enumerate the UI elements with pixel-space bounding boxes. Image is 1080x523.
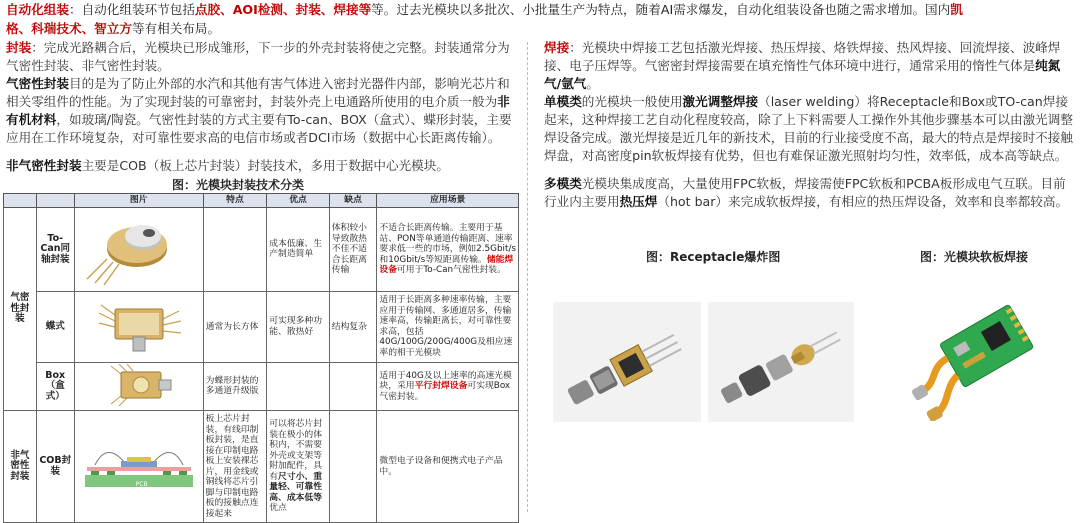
butterfly-image: [74, 292, 203, 363]
process-keywords: 点胶、AOI检测、封装、焊接等: [194, 2, 372, 17]
row-name: To-Can同轴封装: [36, 207, 74, 292]
intro-text: ：自动化组装环节包括: [68, 2, 195, 17]
packaging-label: 封装: [6, 40, 32, 55]
multi-mode-label: 多模类: [544, 176, 582, 191]
row-application: [377, 362, 519, 411]
multi-mode-text: 光模块集成度高，大量使用FPC软板，焊接需使FPC软板和PCBA板形成电气互联。目前行业内主要用: [544, 176, 1066, 209]
table-row: [4, 207, 519, 292]
intro-text: 等。过去光模块以多批次、小批量生产为特点，随着AI需求爆发，自动化组装设备也随之需求增加。国内: [371, 2, 951, 17]
non-hermetic-text: 主要是COB（板上芯片封装）封装技术，多用于数据中心光模块。: [81, 158, 449, 173]
table-figure-title: 图：光模块封装技术分类: [172, 178, 305, 192]
application-highlight: 储能焊设备: [379, 254, 514, 275]
row-pros: [267, 362, 330, 411]
application-highlight: 平行封焊设备: [414, 381, 468, 391]
row-pros: 成本低廉、生产制造简单: [267, 207, 330, 292]
application-text: 不适合长距离传输。主要用于基站、PON等单通道传输距离、速率要求低一些的市场，例如2.5Gbit/s和10Gbit/s等短距离传输。: [379, 223, 516, 265]
packaging-text: ：完成光路耦合后，光模块已形成雏形，下一步的外壳封装将使之完整。封装通常分为气密性封装、非气密性封装。: [6, 40, 510, 73]
row-application: 微型电子设备和便携式电子产品中。: [377, 411, 519, 523]
welding-label: 焊接: [544, 40, 570, 55]
pros-text: 优点: [269, 503, 287, 514]
row-name: Box（盒式）: [36, 362, 74, 411]
row-name: COB封装: [36, 411, 74, 523]
multi-mode-paragraph: [544, 175, 1074, 211]
row-cons: [329, 362, 377, 411]
packaging-table: [3, 193, 519, 523]
receptacle-exploded-photo-2: [708, 302, 854, 422]
company-keywords: 格、科瑞技术、智立方: [6, 21, 132, 36]
non-hermetic-paragraph: [6, 157, 516, 175]
hermetic-text: ，如玻璃/陶瓷。气密性封装的方式主要有To-can、BOX（盒式）、蝶形封装，主要应用在工作环境复杂，对可靠性要求高的电信市场或者DCI市场（数据中心长距离传输）。: [6, 112, 512, 145]
single-mode-text: 的光模块一般使用: [581, 94, 683, 109]
hermetic-text: 目的是为了防止外部的水汽和其他有害气体进入密封光器件内部，影响光芯片和相关零组件的性能。为了实现封装的可靠密封，封装外壳上电通路所使用的电介质一般为: [6, 76, 510, 109]
intro-line-2: [6, 20, 1074, 38]
single-mode-label: 单模类: [544, 94, 582, 109]
row-application: [377, 292, 519, 363]
header-pros: 优点: [267, 194, 330, 208]
pros-text: 可以将芯片封装在极小的体积内，不需要外壳或支架等附加配件，具有: [269, 419, 323, 482]
application-text: 适用于40G及以上速率的高速光模块，采用: [379, 370, 512, 391]
welding-paragraph: [544, 39, 1074, 93]
welding-bold: 纯氮气/氩气: [544, 58, 1061, 91]
welding-text: 。: [586, 76, 599, 91]
row-feature: 为蝶形封装的多通道升级版: [203, 362, 267, 411]
table-row: [4, 292, 519, 363]
row-pros: [267, 411, 330, 523]
table-row: [4, 362, 519, 411]
box-illustration: [77, 364, 201, 406]
column-divider: [527, 42, 528, 512]
intro-text: 等有相关布局。: [131, 21, 221, 36]
hermetic-label: 气密性封装: [6, 76, 69, 91]
header-application: 应用场景: [377, 194, 519, 208]
hermetic-group-cell: 气密性封装: [4, 207, 37, 411]
receptacle-figure-title: 图：Receptacle爆炸图: [646, 250, 781, 264]
fpc-figure-title: 图：光模块软板焊接: [920, 250, 1029, 264]
automation-label: 自动化组装: [6, 2, 69, 17]
header-cell: [36, 194, 74, 208]
application-text: 可用于To-Can气密性封装。: [397, 265, 506, 275]
box-image: [74, 362, 203, 411]
cob-image: [74, 411, 203, 523]
row-cons: [329, 411, 377, 523]
pcb-label: PCB: [135, 481, 148, 488]
row-feature: 板上芯片封装，有线印制板封装，是直接在印制电路板上安装裸芯片，用金线或铜线将芯片引脚与印制电路板的接触点连接起来: [203, 411, 267, 523]
row-feature: 通常为长方体: [203, 292, 267, 363]
single-mode-paragraph: [544, 93, 1074, 165]
multi-mode-bold: 热压焊: [619, 194, 658, 209]
receptacle-exploded-photo-1: [553, 302, 701, 422]
single-mode-text: （laser welding）将Receptacle和Box或TO-can焊接起来，这种焊接工艺自动化程度较高，除了上下料需要人工操作外其他步骤基本可以由激光调整焊设备完成。激光焊接是近几年的新技术，目前的行业接受度不高，最大的特点是焊接时不接触焊盘，对高密度pin软板焊接有优势，但也有难保证激光照射均匀性，效率低，成本高等缺点。: [544, 94, 1073, 163]
application-text: 适用于长距离多种速率传输，主要应用于传输网、多通道居多，传输速率高，传输距离长，对可靠性要求高，包括40G/100G/200G/400G及相应速率的相干光模块: [379, 295, 513, 358]
hermetic-paragraph: [6, 75, 516, 147]
non-hermetic-group-cell: 非气密性封装: [4, 411, 37, 523]
header-cell: [4, 194, 37, 208]
header-feature: 特点: [203, 194, 267, 208]
welding-text: ：光模块中焊接工艺包括激光焊接、热压焊接、烙铁焊接、热风焊接、回流焊接、波峰焊接、电子压焊等。气密密封焊接需要在填充惰性气体环境中进行，通常采用的惰性气体是: [544, 40, 1061, 73]
non-hermetic-label: 非气密性封装: [6, 158, 82, 173]
company-keyword: 凯: [950, 2, 963, 17]
multi-mode-text: （hot bar）来完成软板焊接，有相应的热压焊设备，效率和良率都较高。: [657, 194, 1069, 209]
tocan-image: [74, 207, 203, 292]
row-application: [377, 207, 519, 292]
header-image: 图片: [74, 194, 203, 208]
application-text: 可实现Box气密封装。: [379, 381, 511, 402]
single-mode-bold: 激光调整焊接: [682, 94, 759, 109]
pros-bold: 尺寸小、重量轻、可靠性高、成本低等: [269, 471, 323, 503]
table-header-row: [4, 194, 519, 208]
tocan-illustration: [77, 209, 201, 287]
intro-line-1: [6, 1, 1074, 19]
row-feature: [203, 207, 267, 292]
table-row: [4, 411, 519, 523]
fpc-soldering-photo: [902, 297, 1054, 421]
hermetic-bold: 非有机材料: [6, 94, 510, 127]
row-pros: 可实现多种功能、散热好: [267, 292, 330, 363]
row-name: 蝶式: [36, 292, 74, 363]
packaging-paragraph: [6, 39, 516, 75]
row-cons: 结构复杂: [329, 292, 377, 363]
row-cons: 体积较小导致散热不佳不适合长距离传输: [329, 207, 377, 292]
butterfly-illustration: [77, 293, 201, 357]
header-cons: 缺点: [329, 194, 377, 208]
